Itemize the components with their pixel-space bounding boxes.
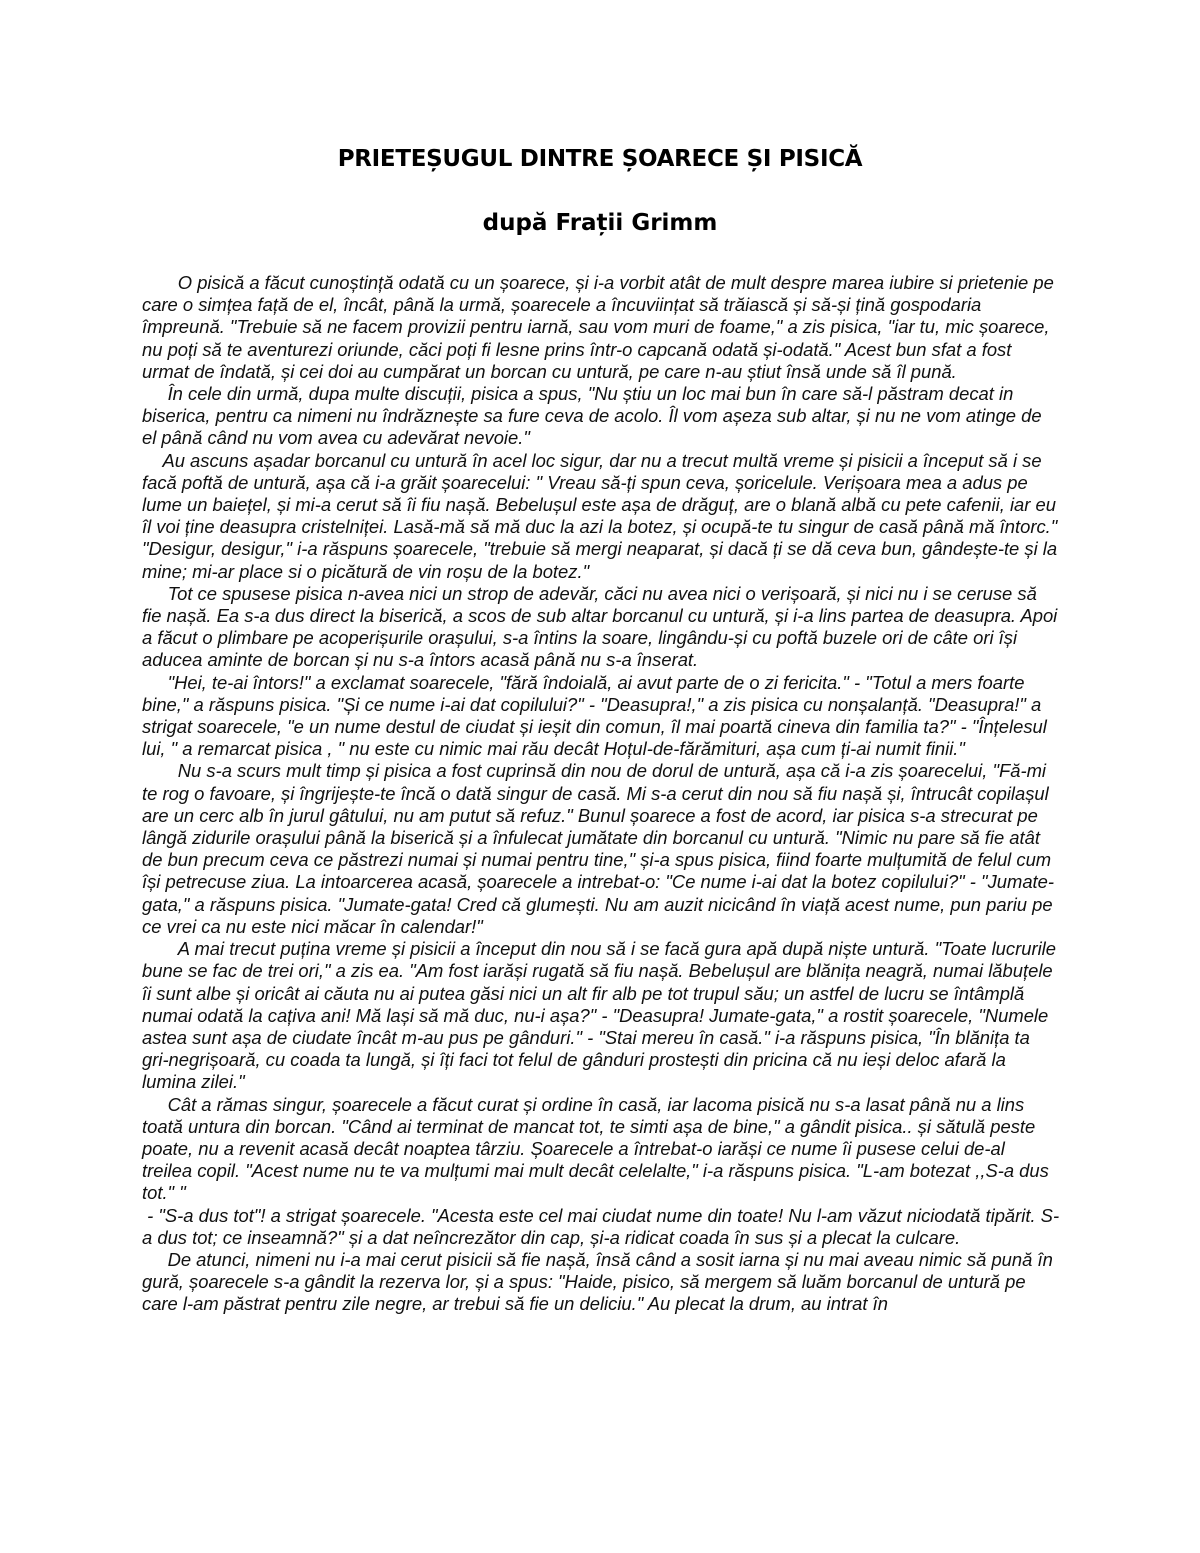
paragraph: "Hei, te-ai întors!" a exclamat soarecele, "fără îndoială, ai avut parte de o zi fericita." - "Totul a mers foarte bine," a răspuns pisica. "Și ce nume i-ai dat copilului?" - "Deasupra!," a zis pisica cu nonșalanță. "Deasupra!" a strigat soarecele, "e un nume destul de ciudat și ieșit din comun, îl mai poartă cineva din familia ta?" - "Înțelesul lui, " a remarcat pisica , " nu este cu nimic mai rău decât Hoțul-de-fărămituri, așa cum ți-ai numit finii." [142,671,1052,760]
paragraph: A mai trecut puțina vreme și pisicii a început din nou să i se facă gura apă după niște untură. "Toate lucrurile bune se fac de trei ori," a zis ea. "Am fost iarăși rugată să fiu nașă. Bebelușul are blănița neagră, numai lăbuțele îi sunt albe și oricât ai căuta nu ai putea găsi nici un alt fir alb pe tot trupul său; un astfel de lucru se întâmplă numai odată la cațiva ani! Mă lași să mă duc, nu-i așa?" - "Deasupra! Jumate-gata," a rostit șoarecele, "Numele astea sunt așa de ciudate încât m-au pus pe gânduri." - "Stai mereu în casă." i-a răspuns pisica, "În blănița ta gri-negrișoară, cu coada ta lungă, și îți faci tot felul de gânduri prostești din pricina că nu ieși deloc afară la lumina zilei." [142,938,1062,1093]
paragraph: Au ascuns așadar borcanul cu untură în acel loc sigur, dar nu a trecut multă vreme și pisicii a început să i se facă poftă de untură, așa că i-a grăit șoarecelui: " Vreau să-ți spun ceva, șoricelule. Verișoara mea a adus pe lume un baiețel, și mi-a cerut să îi fiu nașă. Bebelușul este așa de drăguț, are o blană albă cu pete cafenii, iar eu îl voi ține deasupra cristelniței. Lasă-mă să mă duc la azi la botez, și ocupă-te tu singur de casă până mă întorc." "Desigur, desigur," i-a răspuns șoarecele, "trebuie să mergi neaparat, și dacă ți se dă ceva bun, gândește-te și la mine; mi-ar place si o picătură de vin roșu de la botez." [142,449,1063,582]
paragraph: Nu s-a scurs mult timp și pisica a fost cuprinsă din nou de dorul de untură, așa că i-a zis șoarecelui, "Fă-mi te rog o favoare, și îngrijește-te încă o dată singur de casă. Mi s-a cerut din nou să fiu nașă și, întrucât copilașul are un cerc alb în jurul gâtului, nu am putut să refuz." Bunul șoarece a fost de acord, iar pisica s-a strecurat pe lângă zidurile orașului până la biserică și a înfulecat jumătate din borcanul cu untură. "Nimic nu pare să fie atât de bun precum ceva ce păstrezi numai și numai pentru tine," și-a spus pisica, fiind foarte mulțumită de felul cum își petrecuse ziua. La intoarcerea acasă, șoarecele a intrebat-o: "Ce nume i-ai dat la botez copilului?" - "Jumate-gata," a răspuns pisica. "Jumate-gata! Cred că glumești. Nu am auzit nicicând în viață acest nume, pun pariu pe ce vrei ca nu este nici măcar în calendar!" [142,760,1058,937]
paragraph: Cât a rămas singur, șoarecele a făcut curat și ordine în casă, iar lacoma pisică nu s-a lasat până nu a lins toată untura din borcan. "Când ai terminat de mancat tot, te simti așa de bine," a gândit pisica.. și sătulă peste poate, nu a revenit acasă decât noaptea târziu. Șoarecele a întrebat-o iarăși ce nume îi pusese celui de-al treilea copil. "Acest nume nu te va mulțumi mai mult decât celelalte," i-a răspuns pisica. "L-am botezat ,,S-a dus tot." " [142,1093,1054,1204]
page-subtitle: după Frații Grimm [482,210,718,236]
paragraph: De atunci, nimeni nu i-a mai cerut pisicii să fie nașă, însă când a sosit iarna și nu mai aveau nimic să pună în gură, șoarecele s-a gândit la rezerva lor, și a spus: "Haide, pisico, să mergem să luăm borcanul de untură pe care l-am păstrat pentru zile negre, ar trebui să fie un deliciu." Au plecat la drum, au intrat în [142,1248,1058,1315]
paragraph: - "S-a dus tot"! a strigat șoarecele. "Acesta este cel mai ciudat nume din toate! Nu l-am văzut niciodată tipărit. S-a dus tot; ce inseamnă?" și a dat neîncrezător din cap, și-a ridicat coada în sus și a plecat la culcare. [142,1204,1060,1248]
story-body [142,272,1063,1316]
page-title: PRIETEȘUGUL DINTRE ȘOARECE ȘI PISICĂ [337,146,863,172]
paragraph: O pisică a făcut cunoștință odată cu un șoarece, și i-a vorbit atât de mult despre marea iubire si prietenie pe care o simțea față de el, încât, până la urmă, șoarecele a încuviințat să trăiască și să-și țină gospodaria împreună. "Trebuie să ne facem provizii pentru iarnă, sau vom muri de foame," a zis pisica, "iar tu, mic șoarece, nu poți să te aventurezi oriunde, căci poți fi lesne prins într-o capcană odată și-odată." Acest bun sfat a fost urmat de îndată, și cei doi au cumpărat un borcan cu untură, pe care n-au știut însă unde să îl pună. [142,272,1059,382]
paragraph: Tot ce spusese pisica n-avea nici un strop de adevăr, căci nu avea nici o verișoară, și nici nu i se ceruse să fie nașă. Ea s-a dus direct la biserică, a scos de sub altar borcanul cu untură, și i-a lins partea de deasupra. Apoi a făcut o plimbare pe acoperișurile orașului, s-a întins la soare, lingându-și cu poftă buzele ori de câte ori își aducea aminte de borcan și nu s-a întors acasă până nu s-a înserat. [142,582,1063,671]
paragraph: În cele din urmă, dupa multe discuții, pisica a spus, "Nu știu un loc mai bun în care să-l păstram decat in biserica, pentru ca nimeni nu îndrăznește sa fure ceva de acolo. Îl vom așeza sub altar, și nu ne vom atinge de el până când nu vom avea cu adevărat nevoie." [142,383,1047,449]
